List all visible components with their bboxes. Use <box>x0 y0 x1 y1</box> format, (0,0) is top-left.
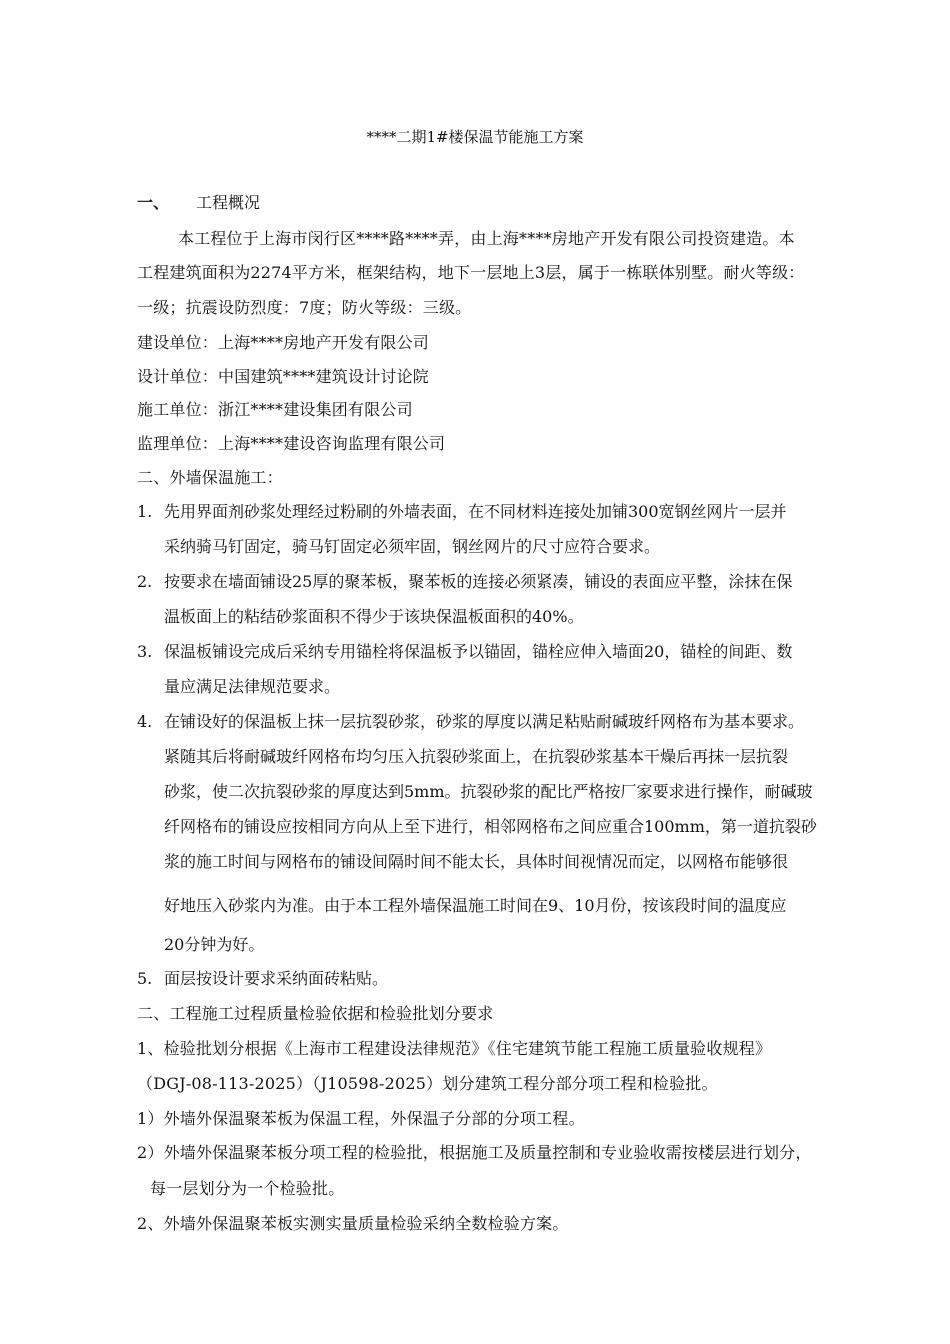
list-item-line: 按要求在墙面铺设25厚的聚苯板，聚苯板的连接必须紧凑，铺设的表面应平整，涂抹在保 <box>164 572 793 591</box>
list-item-number: 3. <box>137 642 153 661</box>
list-item-line: 先用界面剂砂浆处理经过粉刷的外墙表面，在不同材料连接处加铺300宽钢丝网片一层并 <box>164 502 787 521</box>
section3-line: 2、外墙外保温聚苯板实测实量质量检验采纳全数检验方案。 <box>137 1214 569 1233</box>
list-item-line: 在铺设好的保温板上抹一层抗裂砂浆，砂浆的厚度以满足粘贴耐碱玻纤网格布为基本要求。 <box>164 712 805 731</box>
section3-line: 1）外墙外保温聚苯板为保温工程，外保温子分部的分项工程。 <box>137 1109 585 1128</box>
list-item-number: 2. <box>137 572 153 591</box>
overview-line-3: 一级；抗震设防烈度：7度；防火等级：三级。 <box>137 298 472 317</box>
design-unit: 设计单位：中国建筑****建筑设计讨论院 <box>137 367 430 386</box>
list-item-line: 保温板铺设完成后采纳专用锚栓将保温板予以锚固，锚栓应伸入墙面20，锚栓的间距、数 <box>164 642 793 661</box>
list-item-line: 好地压入砂浆内为准。由于本工程外墙保温施工时间在9、10月份，按该段时间的温度应 <box>164 896 787 915</box>
list-item-line: 面层按设计要求采纳面砖粘贴。 <box>164 969 389 988</box>
section3-line: （DGJ-08-113-2025）（J10598-2025）划分建筑工程分部分项工程和检验批。 <box>137 1074 718 1093</box>
list-item-number: 4. <box>137 712 153 731</box>
contractor-unit: 施工单位：浙江****建设集团有限公司 <box>137 400 413 419</box>
section3-line: 1、检验批划分根据《上海市工程建设法律规范》《住宅建筑节能工程施工质量验收规程》 <box>137 1039 772 1058</box>
section1-title: 工程概况 <box>196 193 261 212</box>
section3-line: 2）外墙外保温聚苯板分项工程的检验批，根据施工及质量控制和专业验收需按楼层进行划分， <box>137 1143 812 1162</box>
section2-heading: 二、外墙保温施工： <box>137 468 283 487</box>
section1-number: 一、 <box>137 193 170 212</box>
list-item-line: 量应满足法律规范要求。 <box>164 677 341 696</box>
list-item-line: 20分钟为好。 <box>164 935 265 954</box>
supervision-unit: 监理单位：上海****建设咨询监理有限公司 <box>137 434 446 453</box>
list-item-line: 紧随其后将耐碱玻纤网格布均匀压入抗裂砂浆面上，在抗裂砂浆基本干燥后再抹一层抗裂 <box>164 747 789 766</box>
page-title: ****二期1#楼保温节能施工方案 <box>366 128 584 146</box>
list-item-number: 1. <box>137 502 153 521</box>
list-item-number: 5. <box>137 969 153 988</box>
construction-unit: 建设单位：上海****房地产开发有限公司 <box>137 333 430 352</box>
section3-line: 每一层划分为一个检验批。 <box>150 1179 345 1198</box>
list-item-line: 温板面上的粘结砂浆面积不得少于该块保温板面积的40%。 <box>164 607 584 626</box>
overview-line-2: 工程建筑面积为2274平方米，框架结构，地下一层地上3层，属于一栋联体别墅。耐火等级： <box>137 263 805 282</box>
overview-line-1: 本工程位于上海市闵行区****路****弄，由上海****房地产开发有限公司投资建造。本 <box>178 229 795 248</box>
list-item-line: 浆的施工时间与网格布的铺设间隔时间不能太长，具体时间视情况而定，以网格布能够很 <box>164 852 789 871</box>
list-item-line: 砂浆，使二次抗裂砂浆的厚度达到5mm。抗裂砂浆的配比严格按厂家要求进行操作，耐碱玻 <box>164 782 813 801</box>
list-item-line: 采纳骑马钉固定，骑马钉固定必须牢固，钢丝网片的尺寸应符合要求。 <box>164 537 661 556</box>
list-item-line: 纤网格布的铺设应按相同方向从上至下进行，相邻网格布之间应重合100mm，第一道抗裂砂 <box>164 817 817 836</box>
section3-heading: 二、工程施工过程质量检验依据和检验批划分要求 <box>137 1004 494 1023</box>
